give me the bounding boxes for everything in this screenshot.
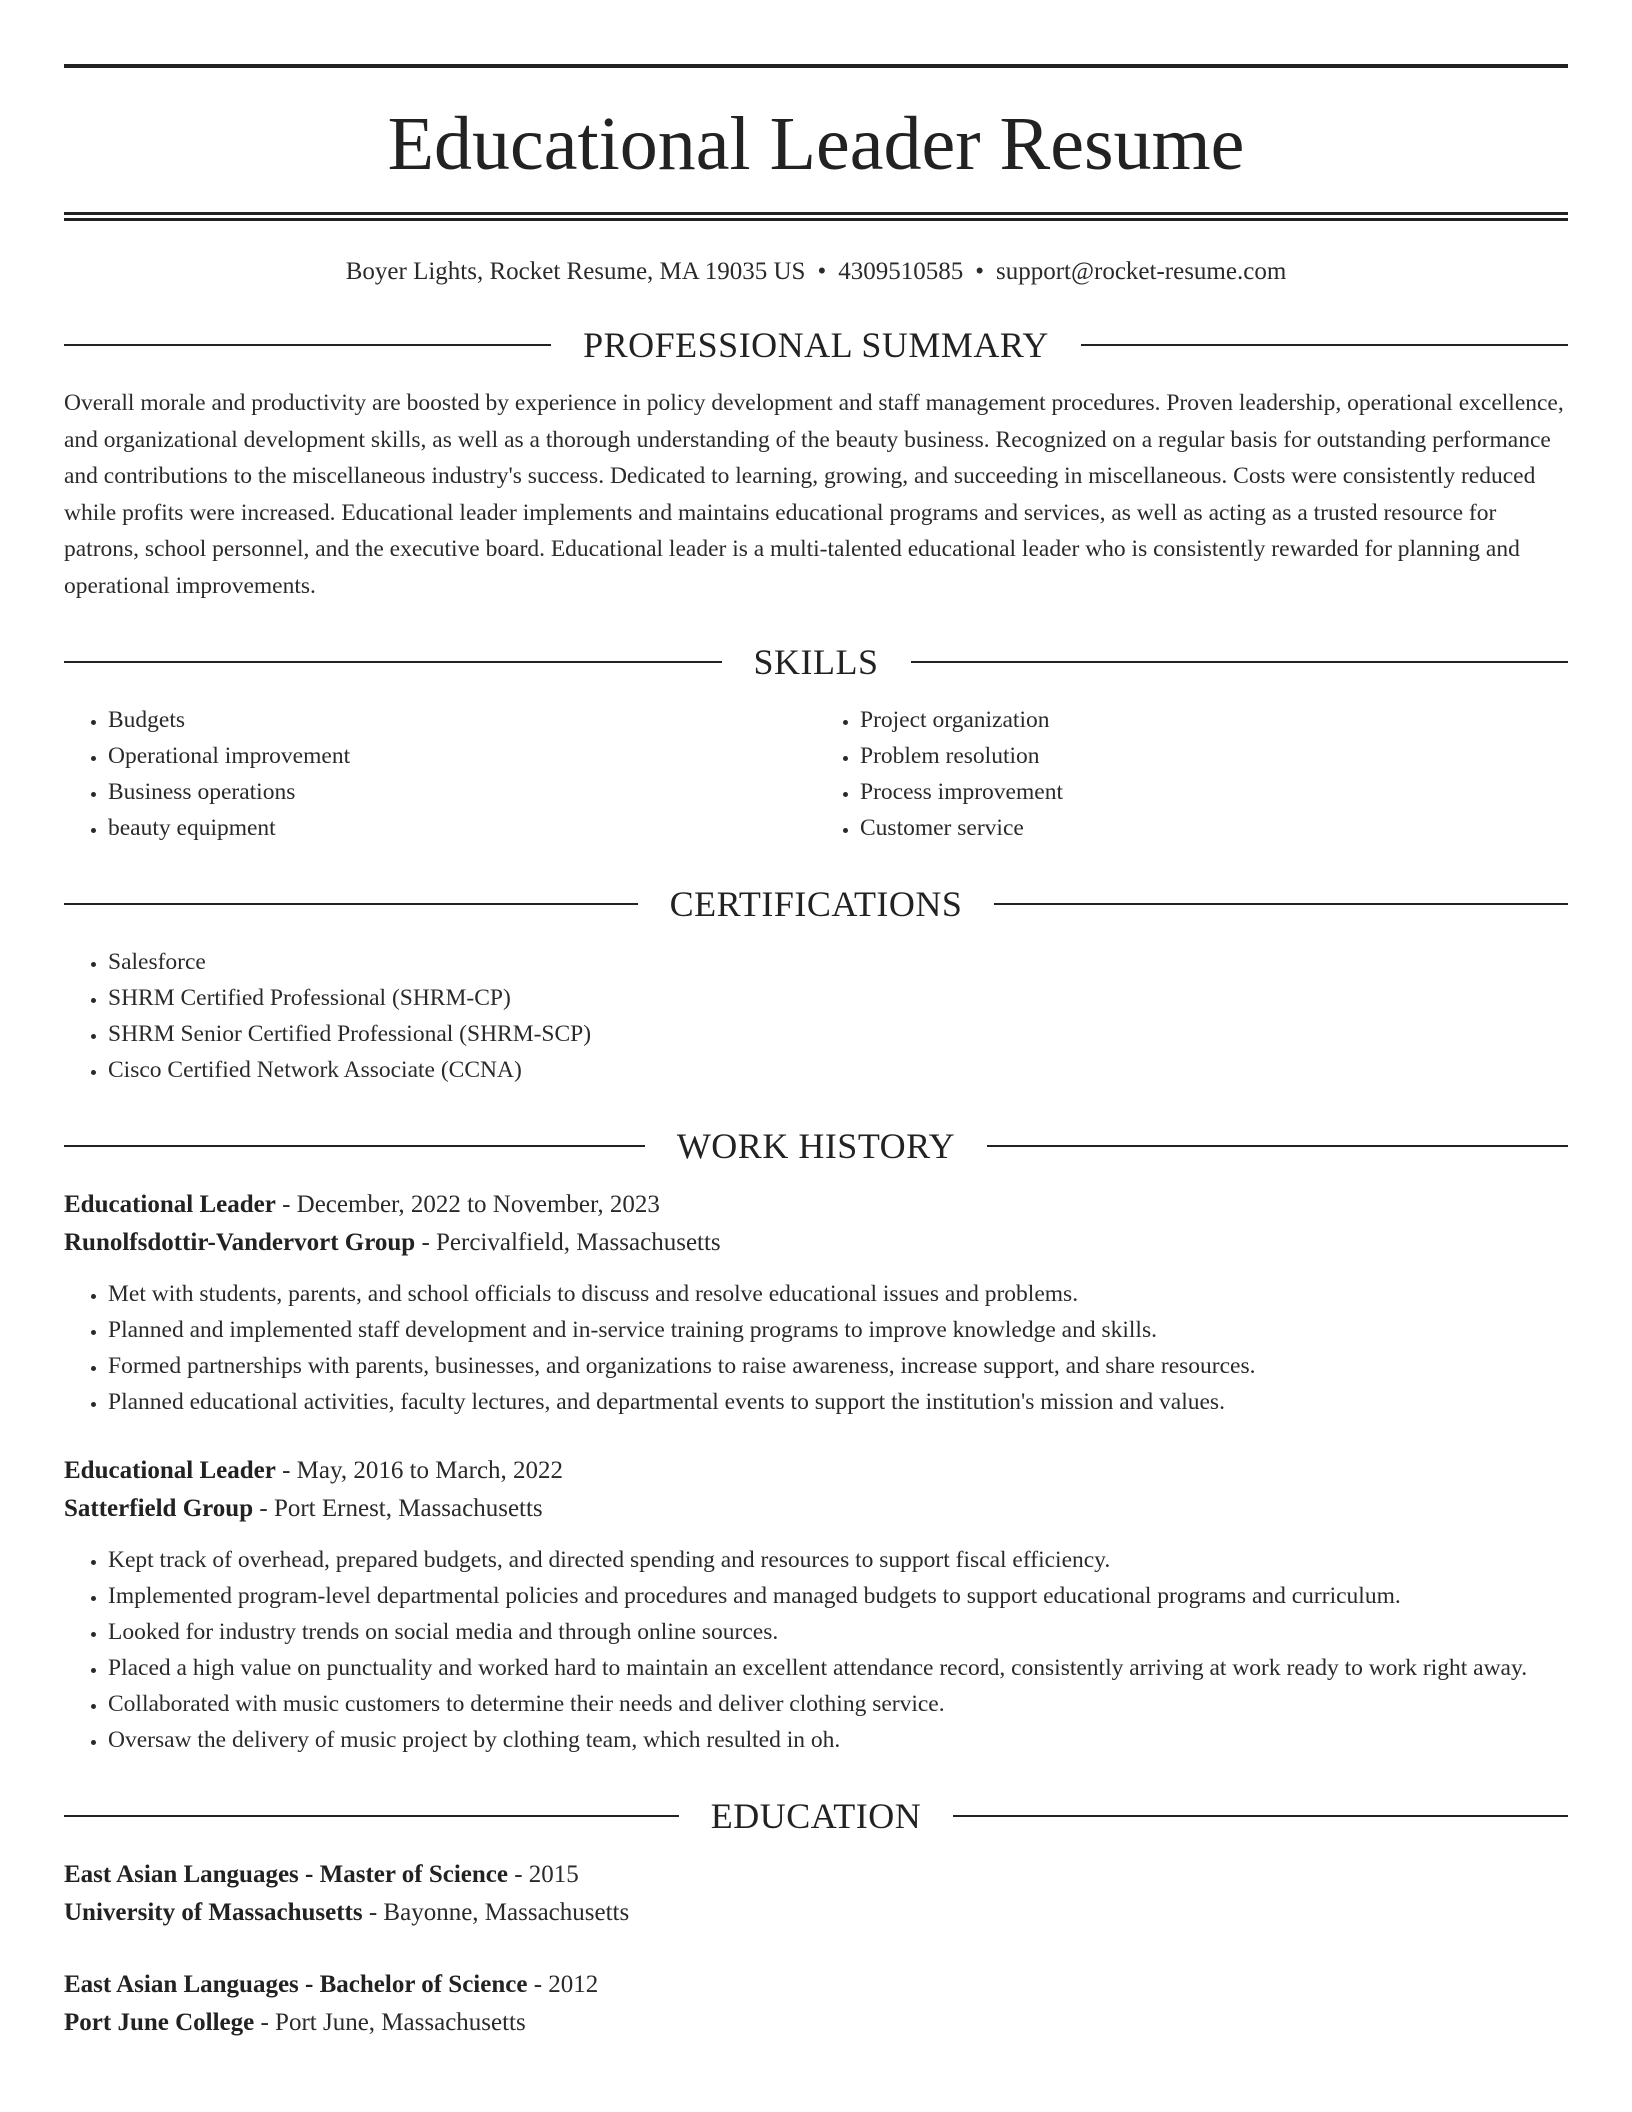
- education-location: - Port June, Massachusetts: [254, 2009, 526, 2036]
- section-rule: [64, 903, 638, 905]
- job-bullet: • Planned and implemented staff development and in-service training programs to improve knowledge and skills.: [108, 1312, 1568, 1348]
- skill-item: • Process improvement: [860, 774, 1568, 810]
- job-title-line: [64, 1186, 1568, 1224]
- education-entry: [64, 1856, 1568, 1932]
- contact-separator: •: [817, 258, 827, 285]
- job-title-line: [64, 1452, 1568, 1490]
- job-company: Satterfield Group: [64, 1495, 254, 1522]
- skills-heading: SKILLS: [753, 642, 879, 682]
- skill-item: • Budgets: [108, 702, 816, 738]
- job-bullets: [64, 1542, 1568, 1758]
- education-entry: [64, 1966, 1568, 2042]
- job-bullet: • Looked for industry trends on social media and through online sources.: [108, 1614, 1568, 1650]
- education-degree: East Asian Languages - Bachelor of Science: [64, 1971, 528, 1998]
- skills-section-header: [64, 642, 1568, 682]
- skill-item: • Customer service: [860, 810, 1568, 846]
- job-bullet: • Formed partnerships with parents, businesses, and organizations to raise awareness, increase support, and share resources.: [108, 1348, 1568, 1384]
- education-school: University of Massachusetts: [64, 1899, 363, 1926]
- section-rule: [64, 1815, 679, 1817]
- certifications-heading: CERTIFICATIONS: [669, 884, 963, 924]
- summary-text: Overall morale and productivity are boosted by experience in policy development and staff management procedures. Proven leadership, operational excellence, and organizational development skills, as well as a thorough understanding of the beauty business. Recognized on a regular basis for outstanding performance and contributions to the miscellaneous industry's success. Dedicated to learning, growing, and succeeding in miscellaneous. Costs were consistently reduced while profits were increased. Educational leader implements and maintains educational programs and services, as well as acting as a trusted resource for patrons, school personnel, and the executive board. Educational leader is a multi-talented educational leader who is consistently rewarded for planning and operational improvements.: [64, 390, 1564, 599]
- title-double-rule: [64, 212, 1568, 221]
- job-company-line: [64, 1224, 1568, 1262]
- job-bullet: • Kept track of overhead, prepared budgets, and directed spending and resources to support fiscal efficiency.: [108, 1542, 1568, 1578]
- job-dates: - May, 2016 to March, 2022: [275, 1457, 564, 1484]
- skill-item: • Operational improvement: [108, 738, 816, 774]
- job-title: Educational Leader: [64, 1191, 276, 1218]
- contact-line: [64, 257, 1568, 287]
- education-year: - 2015: [507, 1861, 579, 1888]
- section-rule: [953, 1815, 1568, 1817]
- skill-item: • Business operations: [108, 774, 816, 810]
- contact-address: Boyer Lights, Rocket Resume, MA 19035 US: [345, 258, 806, 285]
- section-rule: [987, 1145, 1568, 1147]
- job-bullet: • Oversaw the delivery of music project by clothing team, which resulted in oh.: [108, 1722, 1568, 1758]
- section-rule: [64, 344, 551, 346]
- job-company: Runolfsdottir-Vandervort Group: [64, 1229, 416, 1256]
- education-location: - Bayonne, Massachusetts: [362, 1899, 630, 1926]
- education-heading: EDUCATION: [710, 1796, 922, 1836]
- job-bullet: • Planned educational activities, faculty lectures, and departmental events to support the institution's mission and values.: [108, 1384, 1568, 1420]
- education-school-line: [64, 2004, 1568, 2042]
- section-rule: [911, 661, 1569, 663]
- certification-item: • Cisco Certified Network Associate (CCNA): [108, 1052, 1568, 1088]
- work-section-header: [64, 1126, 1568, 1166]
- skills-list-left: [64, 702, 816, 846]
- skills-grid: [64, 702, 1568, 846]
- top-rule: [64, 64, 1568, 68]
- section-rule: [64, 1145, 645, 1147]
- section-rule: [64, 661, 722, 663]
- contact-phone: 4309510585: [838, 258, 964, 285]
- skill-item: • Project organization: [860, 702, 1568, 738]
- certification-item: • SHRM Certified Professional (SHRM-CP): [108, 980, 1568, 1016]
- skill-item: • beauty equipment: [108, 810, 816, 846]
- page-title: Educational Leader Resume: [387, 102, 1245, 186]
- job-dates: - December, 2022 to November, 2023: [275, 1191, 660, 1218]
- job-bullet: • Implemented program-level departmental policies and procedures and managed budgets to support educational programs and curriculum.: [108, 1578, 1568, 1614]
- summary-heading: PROFESSIONAL SUMMARY: [583, 325, 1049, 365]
- education-section-header: [64, 1796, 1568, 1836]
- education-school: Port June College: [64, 2009, 255, 2036]
- section-rule: [994, 903, 1568, 905]
- education-degree-line: [64, 1966, 1568, 2004]
- skills-list-right: [816, 702, 1568, 846]
- job-entry: [64, 1186, 1568, 1420]
- job-location: - Percivalfield, Massachusetts: [415, 1229, 721, 1256]
- resume-page: [64, 64, 1568, 2042]
- work-heading: WORK HISTORY: [676, 1126, 956, 1166]
- job-company-line: [64, 1490, 1568, 1528]
- job-bullet: • Placed a high value on punctuality and worked hard to maintain an excellent attendance record, consistently arriving at work ready to work right away.: [108, 1650, 1568, 1686]
- job-bullets: [64, 1276, 1568, 1420]
- contact-email: support@rocket-resume.com: [995, 258, 1287, 285]
- education-year: - 2012: [527, 1971, 599, 1998]
- job-entry: [64, 1452, 1568, 1758]
- summary-section-header: [64, 325, 1568, 365]
- certification-item: • SHRM Senior Certified Professional (SHRM-SCP): [108, 1016, 1568, 1052]
- education-degree: East Asian Languages - Master of Science: [64, 1861, 508, 1888]
- job-title: Educational Leader: [64, 1457, 276, 1484]
- job-bullet: • Met with students, parents, and school officials to discuss and resolve educational issues and problems.: [108, 1276, 1568, 1312]
- education-school-line: [64, 1894, 1568, 1932]
- contact-separator: •: [975, 258, 984, 285]
- job-bullet: • Collaborated with music customers to determine their needs and deliver clothing service.: [108, 1686, 1568, 1722]
- section-rule: [1081, 344, 1568, 346]
- certifications-section-header: [64, 884, 1568, 924]
- certifications-list: [64, 944, 1568, 1088]
- skill-item: • Problem resolution: [860, 738, 1568, 774]
- education-degree-line: [64, 1856, 1568, 1894]
- job-location: - Port Ernest, Massachusetts: [253, 1495, 543, 1522]
- certification-item: • Salesforce: [108, 944, 1568, 980]
